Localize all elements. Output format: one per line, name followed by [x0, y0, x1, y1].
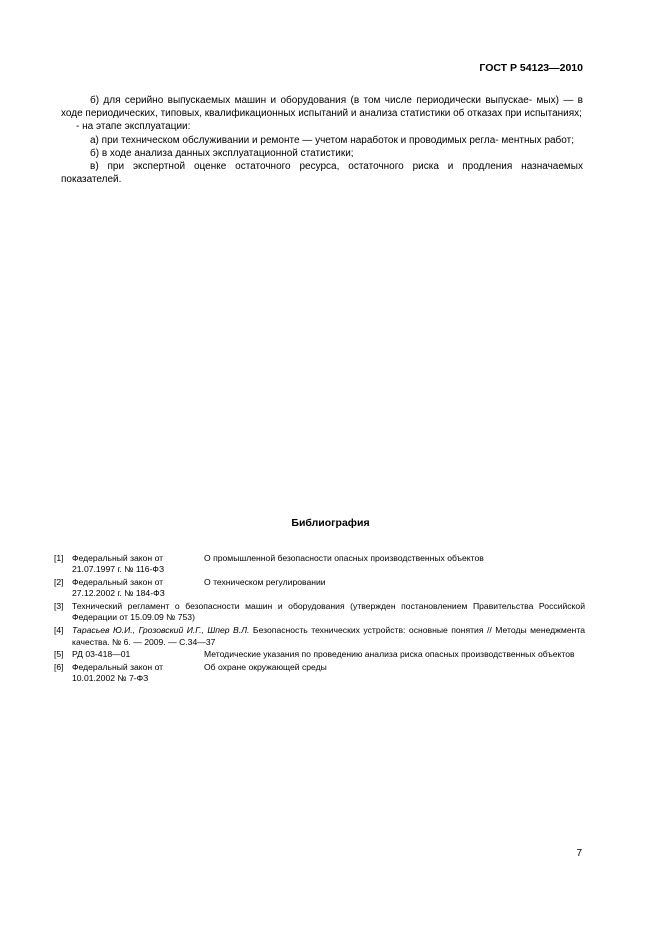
- entry-text: Безопасность технических устройств: основные понятия // Методы менеджмента качества. № 6. — 2009. — С.34—37: [72, 625, 585, 647]
- entry-title: Об охране окружающей среды: [204, 662, 327, 673]
- entry-number: [6]: [54, 662, 64, 673]
- bibliography-entry: [54, 553, 585, 576]
- entry-source: Федеральный закон от 10.01.2002 № 7-ФЗ: [72, 662, 164, 684]
- paragraph-expert-evaluation: в) при экспертной оценке остаточного ресурса, остаточного риска и продления назначаемых показателей.: [61, 161, 583, 186]
- paragraph-operation-stage: - на этапе эксплуатации:: [76, 121, 191, 133]
- entry-source: Федеральный закон от 21.07.1997 г. № 116-ФЗ: [72, 553, 165, 575]
- document-code: ГОСТ Р 54123—2010: [479, 62, 583, 74]
- entry-number: [2]: [54, 577, 64, 588]
- paragraph-serial-production: б) для серийно выпускаемых машин и оборудования (в том числе периодически выпускае- мых) — в ходе периодических, типовых, квалификационных испытаний и анализа статистики об отказах при испытаниях;: [61, 95, 583, 120]
- bibliography-entry: [54, 649, 585, 660]
- bibliography-entry: [54, 577, 585, 600]
- bibliography-entry: [54, 625, 585, 648]
- entry-number: [4]: [54, 625, 64, 636]
- paragraph-maintenance: а) при техническом обслуживании и ремонте — учетом наработок и проводимых регла- ментных работ;: [90, 134, 574, 146]
- entry-text: Технический регламент о безопасности машин и оборудования (утвержден постановлением Правительства Российской Федерации от 15.09.09 № 753): [72, 601, 585, 623]
- bibliography-entry: [54, 601, 585, 624]
- entry-number: [1]: [54, 553, 64, 563]
- bibliography-title: Библиография: [291, 517, 370, 529]
- body-text: [61, 94, 583, 186]
- paragraph-statistics: б) в ходе анализа данных эксплуатационной статистики;: [90, 147, 354, 159]
- entry-number: [3]: [54, 601, 64, 612]
- entry-source: РД 03-418—01: [72, 649, 131, 660]
- page-number: 7: [576, 848, 582, 859]
- entry-number: [5]: [54, 649, 64, 660]
- bibliography-list: [54, 553, 585, 686]
- entry-authors: Тарасьев Ю.И., Грозовский И.Г., Шпер В.Л.: [72, 625, 250, 636]
- entry-title: Методические указания по проведению анализа риска опасных производственных объектов: [204, 649, 575, 660]
- entry-source: Федеральный закон от 27.12.2002 г. № 184-ФЗ: [72, 577, 165, 599]
- bibliography-entry: [54, 662, 585, 685]
- entry-title: О промышленной безопасности опасных производственных объектов: [204, 553, 484, 563]
- entry-title: О техническом регулировании: [204, 577, 326, 588]
- entry-text-wrapper: [72, 625, 585, 648]
